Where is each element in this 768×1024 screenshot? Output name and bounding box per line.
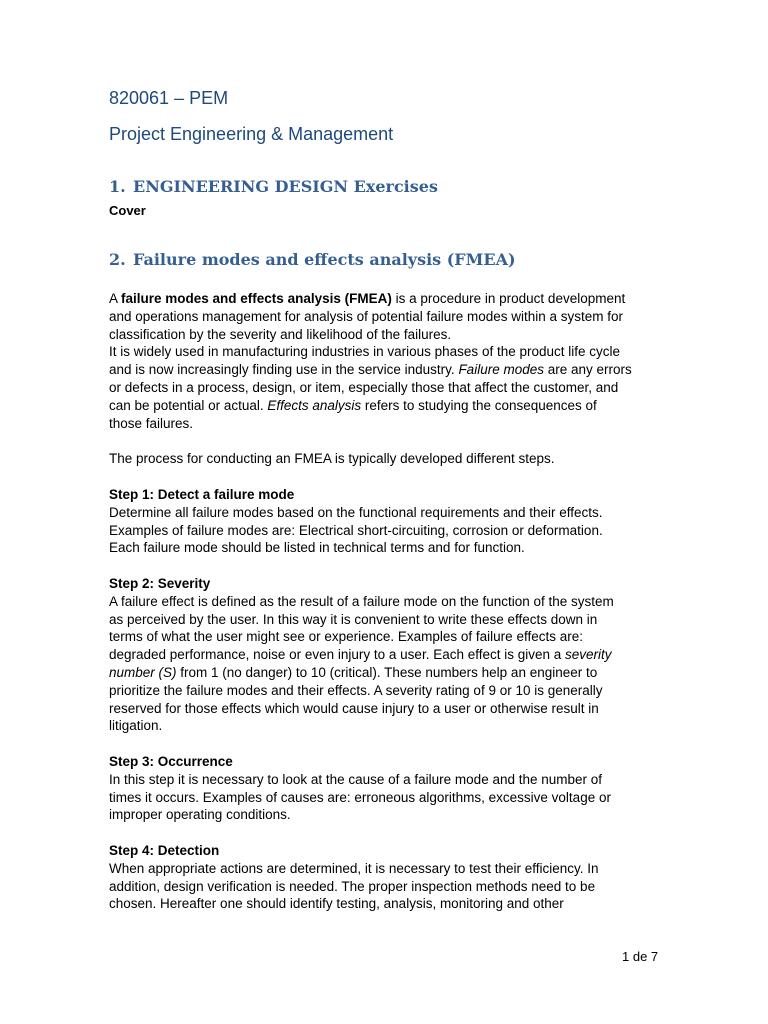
intro-line: It is widely used in manufacturing industries in various phases of the product life cycle bbox=[109, 344, 621, 360]
step-1-line: Examples of failure modes are: Electrical short-circuiting, corrosion or deformation. bbox=[109, 522, 603, 538]
process-paragraph bbox=[109, 450, 661, 468]
step-1-block bbox=[109, 486, 661, 557]
intro-text: A bbox=[109, 291, 122, 306]
intro-line: those failures. bbox=[109, 415, 194, 431]
fmea-term: failure modes and effects analysis (FMEA) bbox=[121, 291, 392, 306]
step-1-line: Each failure mode should be listed in technical terms and for function. bbox=[109, 540, 525, 556]
step-1-title: Step 1: Detect a failure mode bbox=[109, 487, 295, 502]
section-2-heading bbox=[109, 250, 516, 270]
intro-line: classification by the severity and likelihood of the failures. bbox=[109, 326, 452, 342]
severity-term: severity bbox=[565, 647, 612, 663]
step-2-line: prioritize the failure modes and their effects. A severity rating of 9 or 10 is generally bbox=[109, 682, 603, 698]
intro-text: refers to studying the consequences of bbox=[361, 397, 597, 413]
step-2-line bbox=[109, 646, 661, 664]
step-2-line: as perceived by the user. In this way it is convenient to write these effects down in bbox=[109, 611, 598, 627]
section-2-number: 2. bbox=[109, 250, 126, 269]
intro-paragraph bbox=[109, 290, 661, 432]
step-2-line: A failure effect is defined as the result of a failure mode on the function of the system bbox=[109, 593, 614, 609]
section-1-title: ENGINEERING DESIGN Exercises bbox=[133, 177, 438, 196]
step-3-line: improper operating conditions. bbox=[109, 807, 291, 823]
step-4-line: addition, design verification is needed. The proper inspection methods need to be bbox=[109, 878, 596, 894]
section-2-title: Failure modes and effects analysis (FMEA) bbox=[133, 250, 516, 269]
intro-line bbox=[109, 361, 661, 379]
intro-text: is a procedure in product development bbox=[391, 291, 626, 306]
course-code: 820061 – PEM bbox=[109, 88, 229, 108]
step-4-line: chosen. Hereafter one should identify testing, analysis, monitoring and other bbox=[109, 896, 564, 912]
step-2-line bbox=[109, 664, 661, 682]
step-4-block bbox=[109, 842, 661, 913]
effects-analysis-term: Effects analysis bbox=[267, 397, 362, 413]
course-title: Project Engineering & Management bbox=[109, 124, 394, 144]
section-1-number: 1. bbox=[109, 177, 126, 196]
step-3-line: times it occurs. Examples of causes are: erroneous algorithms, excessive voltage or bbox=[109, 789, 611, 805]
page-number: 1 de 7 bbox=[622, 949, 659, 964]
section-1-heading bbox=[109, 177, 438, 197]
intro-line bbox=[109, 290, 661, 308]
intro-line: or defects in a process, design, or item, especially those that affect the customer, and bbox=[109, 379, 619, 395]
step-2-line: litigation. bbox=[109, 718, 163, 734]
step-2-text: from 1 (no danger) to 10 (critical). These numbers help an engineer to bbox=[176, 664, 598, 680]
step-2-title: Step 2: Severity bbox=[109, 576, 211, 591]
step-4-line: When appropriate actions are determined, it is necessary to test their efficiency. In bbox=[109, 860, 599, 876]
intro-line: and operations management for analysis of potential failure modes within a system for bbox=[109, 308, 624, 324]
intro-text: and is now increasingly finding use in the service industry. bbox=[109, 362, 459, 378]
step-2-line: reserved for those effects which would cause injury to a user or otherwise result in bbox=[109, 700, 599, 716]
step-2-line: terms of what the user might see or experience. Examples of failure effects are: bbox=[109, 629, 583, 645]
intro-line bbox=[109, 397, 661, 415]
step-3-block bbox=[109, 753, 661, 824]
intro-text: can be potential or actual. bbox=[109, 397, 268, 413]
step-4-title: Step 4: Detection bbox=[109, 843, 220, 858]
failure-modes-term: Failure modes bbox=[458, 362, 544, 378]
step-2-text: degraded performance, noise or even injury to a user. Each effect is given a bbox=[109, 647, 566, 663]
step-2-block bbox=[109, 575, 661, 735]
intro-text: are any errors bbox=[543, 362, 632, 378]
process-line: The process for conducting an FMEA is typically developed different steps. bbox=[109, 451, 555, 466]
step-3-title: Step 3: Occurrence bbox=[109, 754, 233, 769]
step-3-line: In this step it is necessary to look at the cause of a failure mode and the number of bbox=[109, 771, 603, 787]
cover-subheading: Cover bbox=[109, 203, 146, 218]
severity-number-term: number (S) bbox=[109, 664, 177, 680]
step-1-line: Determine all failure modes based on the functional requirements and their effects. bbox=[109, 504, 603, 520]
